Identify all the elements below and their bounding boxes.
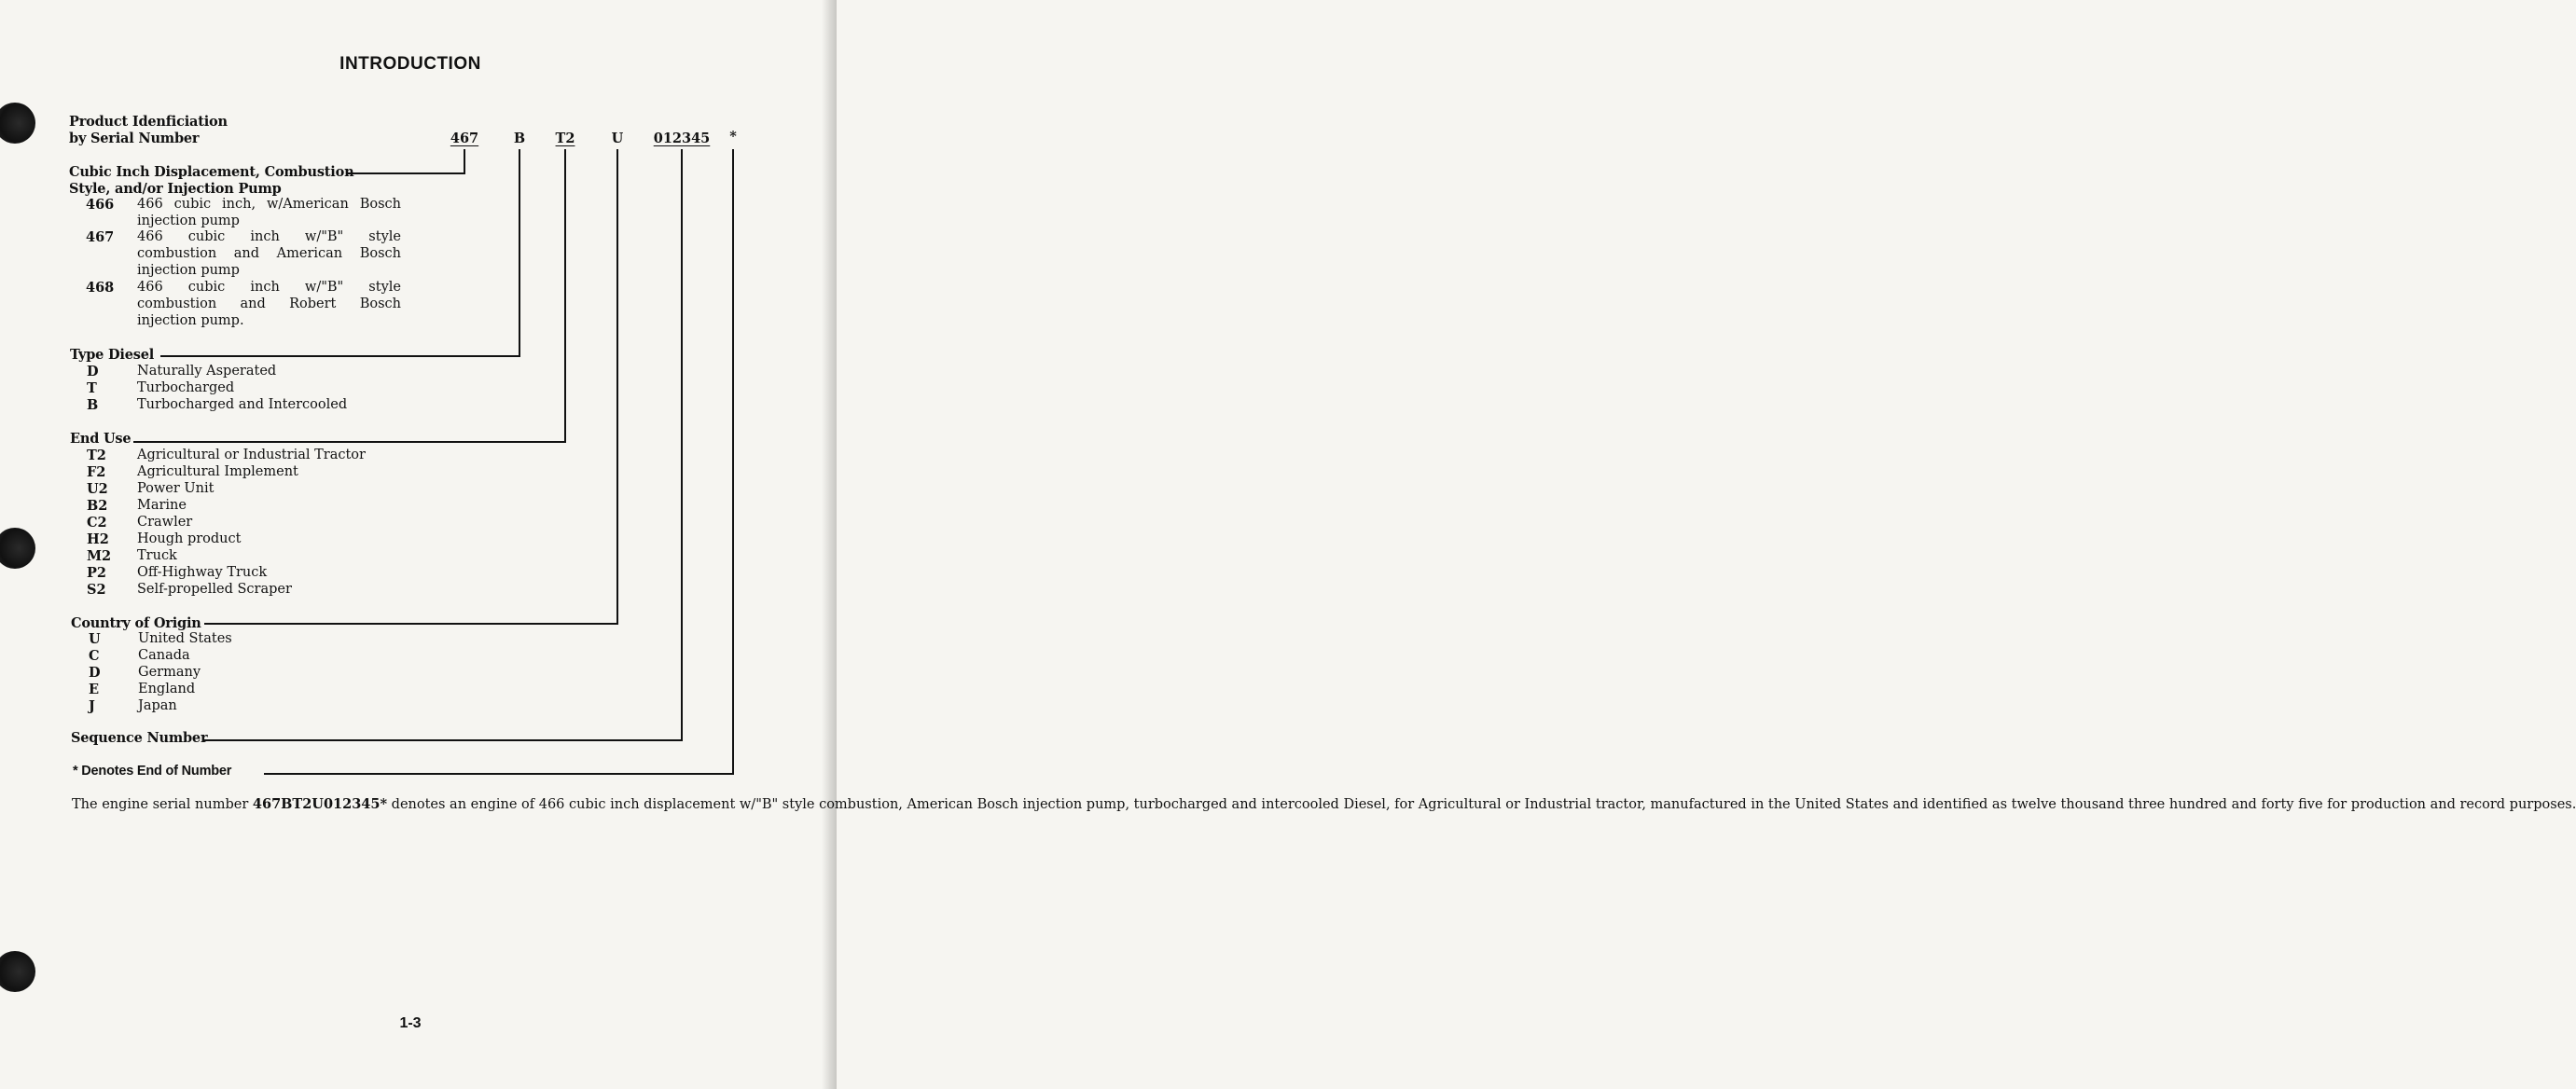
displacement-desc: 466 cubic inch, w/American Bosch: [137, 197, 401, 212]
displacement-heading-line2: Style, and/or Injection Pump: [69, 181, 282, 197]
displacement-desc: injection pump: [137, 214, 240, 228]
displacement-code: 466: [86, 197, 115, 213]
serial-part-end: *: [729, 129, 737, 145]
end-use-desc: Self-propelled Scraper: [137, 582, 292, 597]
country-code: E: [89, 682, 100, 697]
type-diesel-desc: Turbocharged: [137, 380, 235, 395]
paragraph-intro: The engine serial number: [72, 797, 253, 812]
country-desc: Germany: [138, 665, 201, 680]
displacement-desc: combustion and Robert Bosch: [137, 296, 401, 311]
end-use-code: S2: [87, 582, 106, 598]
end-use-code: C2: [87, 515, 107, 531]
country-heading: Country of Origin: [71, 615, 201, 631]
connector-displacement: [348, 149, 464, 173]
connector-country: [204, 149, 617, 624]
end-use-code: T2: [87, 448, 106, 463]
product-id-heading-line1: Product Idenficiation: [69, 114, 228, 130]
displacement-desc: 466 cubic inch w/"B" style: [137, 280, 401, 295]
serial-part-sequence: 012345: [653, 131, 711, 146]
type-diesel-desc: Naturally Asperated: [137, 364, 277, 379]
product-id-heading-line2: by Serial Number: [69, 131, 200, 146]
country-desc: Japan: [138, 698, 177, 713]
country-code: D: [89, 665, 101, 681]
end-use-desc: Agricultural Implement: [137, 464, 298, 479]
serial-part-467: 467: [450, 131, 479, 146]
end-use-desc: Agricultural or Industrial Tractor: [137, 448, 366, 462]
country-desc: United States: [138, 631, 232, 646]
end-use-desc: Crawler: [137, 515, 193, 530]
displacement-desc: 466 cubic inch w/"B" style: [137, 229, 401, 244]
type-diesel-code: T: [87, 380, 97, 396]
serial-part-u: U: [611, 131, 624, 146]
displacement-desc: injection pump: [137, 263, 240, 278]
displacement-code: 468: [86, 280, 115, 296]
end-use-desc: Marine: [137, 498, 187, 513]
paragraph-serial: 467BT2U012345*: [252, 796, 388, 812]
end-use-heading: End Use: [70, 431, 132, 447]
serial-part-t2: T2: [555, 131, 575, 146]
country-desc: Canada: [138, 648, 190, 663]
end-marker-heading: * Denotes End of Number: [73, 764, 232, 779]
country-code: U: [89, 631, 101, 647]
end-use-code: B2: [87, 498, 108, 514]
type-diesel-heading: Type Diesel: [70, 347, 155, 363]
type-diesel-code: B: [87, 397, 99, 413]
displacement-desc: combustion and American Bosch: [137, 246, 401, 261]
paragraph-body: denotes an engine of 466 cubic inch displacement w/"B" style combustion, American Bosch injection pump, turbocharged and intercooled Diesel, for Agricultural or Industrial tractor, manufactured in the United States and identified as twelve thousand three hundred and forty five for production and record purposes.: [387, 797, 2576, 812]
displacement-desc: injection pump.: [137, 313, 244, 328]
country-code: J: [89, 698, 95, 714]
displacement-code: 467: [86, 229, 115, 245]
end-use-code: P2: [87, 565, 106, 581]
type-diesel-desc: Turbocharged and Intercooled: [137, 397, 348, 412]
end-use-code: M2: [87, 548, 112, 564]
end-use-desc: Truck: [137, 548, 177, 563]
end-use-code: H2: [87, 531, 109, 547]
type-diesel-code: D: [87, 364, 99, 379]
serial-part-b: B: [513, 131, 526, 146]
explanation-paragraph: [72, 796, 2576, 813]
end-use-desc: Power Unit: [137, 481, 215, 496]
end-use-code: U2: [87, 481, 108, 497]
end-use-desc: Hough product: [137, 531, 242, 546]
displacement-heading-line1: Cubic Inch Displacement, Combustion: [69, 164, 354, 180]
page-title: INTRODUCTION: [339, 54, 481, 74]
end-use-desc: Off-Highway Truck: [137, 565, 268, 580]
country-code: C: [89, 648, 100, 664]
sequence-heading: Sequence Number: [71, 730, 208, 746]
country-desc: England: [138, 682, 196, 696]
page-number: 1-3: [399, 1015, 422, 1031]
end-use-code: F2: [87, 464, 106, 480]
